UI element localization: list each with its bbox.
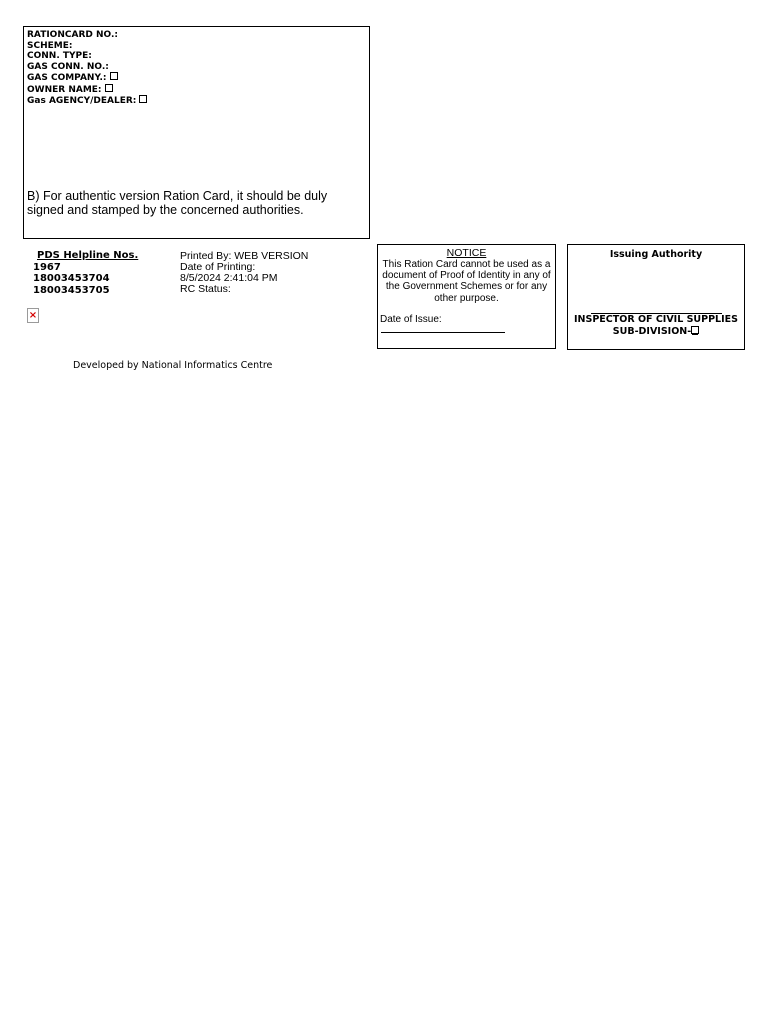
printed-by: Printed By: WEB VERSION <box>180 250 309 262</box>
date-of-issue-line <box>381 332 505 333</box>
rationcard-no-label: RATIONCARD NO.: <box>27 30 118 40</box>
gas-details-fields <box>27 30 147 107</box>
print-info <box>180 251 308 295</box>
helpline-title: PDS Helpline Nos. <box>37 250 139 261</box>
gas-conn-no-label: GAS CONN. NO.: <box>27 61 109 72</box>
subdivision-row <box>568 326 744 338</box>
missing-glyph-icon <box>105 84 113 92</box>
date-of-printing-label: Date of Printing: <box>180 261 256 273</box>
notice-text: This Ration Card cannot be used as a document of Proof of Identity in any of the Government Schemes or for any other purpose. <box>382 259 551 304</box>
gas-agency-row <box>27 95 147 107</box>
missing-glyph-icon <box>691 326 699 334</box>
scheme-label: SCHEME: <box>27 40 73 51</box>
issuing-authority-box <box>567 244 745 350</box>
inspector-designation <box>568 315 744 337</box>
subdivision-label: SUB-DIVISION- <box>612 325 692 337</box>
developed-by-footer: Developed by National Informatics Centre <box>73 360 273 371</box>
authentic-version-note: B) For authentic version Ration Card, it should be duly signed and stamped by the concerned authorities. <box>27 189 328 217</box>
missing-glyph-icon <box>110 72 118 80</box>
date-of-issue-label: Date of Issue: <box>380 314 442 325</box>
helpline-number: 18003453704 <box>33 273 110 285</box>
date-of-printing-value: 8/5/2024 2:41:04 PM <box>180 272 278 284</box>
helpline-number: 18003453705 <box>33 285 110 297</box>
gas-company-row <box>27 72 147 84</box>
helpline-section <box>33 250 138 297</box>
broken-image-icon: × <box>28 310 38 321</box>
gas-company-label: GAS COMPANY.: <box>27 73 107 83</box>
inspector-title: INSPECTOR OF CIVIL SUPPLIES <box>574 314 738 325</box>
gas-agency-label: Gas AGENCY/DEALER: <box>27 96 137 106</box>
helpline-number: 1967 <box>33 261 61 273</box>
rc-status-label: RC Status: <box>180 283 231 295</box>
conn-type-label: CONN. TYPE: <box>27 51 92 61</box>
owner-name-label: OWNER NAME: <box>27 84 102 95</box>
missing-glyph-icon <box>139 95 147 103</box>
gas-details-box <box>23 26 370 239</box>
notice-box <box>377 244 556 349</box>
owner-name-row <box>27 84 147 96</box>
notice-title: NOTICE <box>446 247 487 259</box>
issuing-authority-title: Issuing Authority <box>609 249 703 260</box>
